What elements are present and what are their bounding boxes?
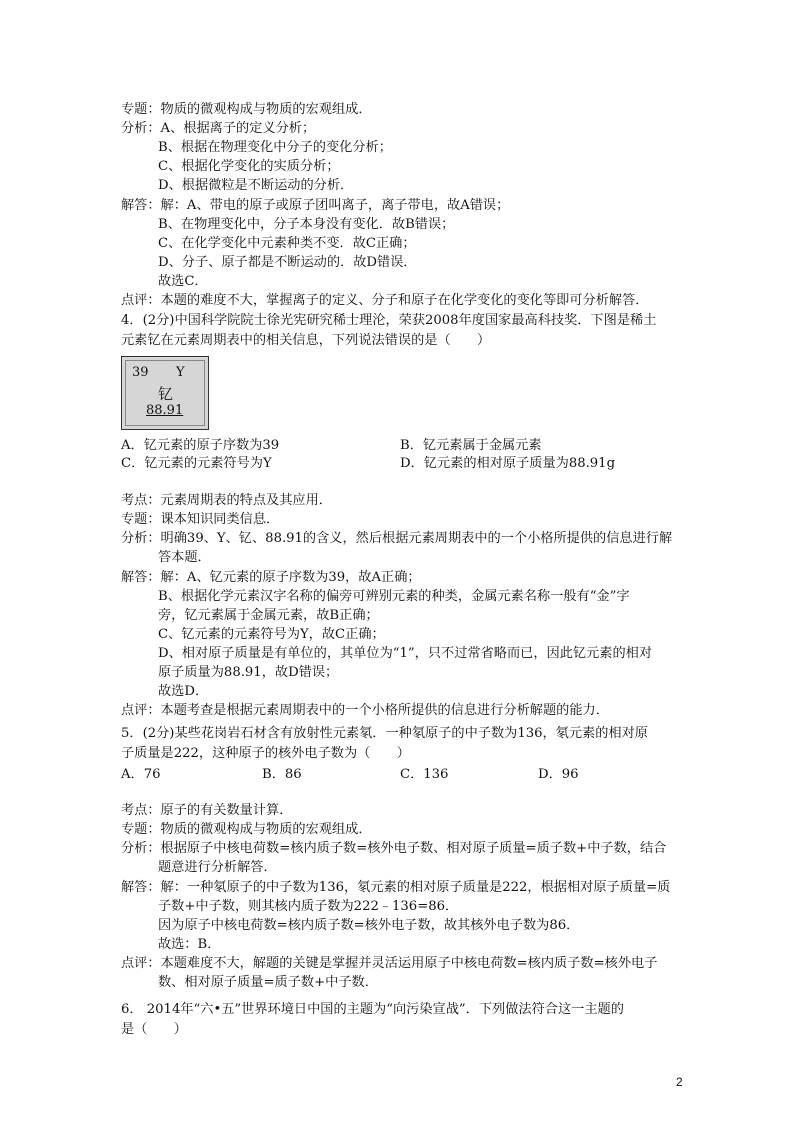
q4-answer-a: 解答：解：A、钇元素的原子序数为39，故A正确； bbox=[121, 570, 421, 585]
q5-stem-line2: 子质量是222，这种原子的核外电子数为（ ） bbox=[121, 746, 410, 761]
q4-option-a: A．钇元素的原子序数为39 bbox=[121, 438, 280, 453]
q6-stem-line2: 是（ ） bbox=[121, 1022, 187, 1037]
q4-comment: 点评：本题考查是根据元素周期表中的一个小格所提供的信息进行分析解题的能力． bbox=[121, 703, 609, 718]
q3-topic: 专题：物质的微观构成与物质的宏观组成． bbox=[121, 102, 372, 117]
q3-choice: 故选C． bbox=[158, 274, 208, 289]
q3-analysis-a: 分析：A、根据离子的定义分析； bbox=[121, 121, 316, 136]
q4-answer-c: C、钇元素的元素符号为Y，故C正确； bbox=[158, 627, 385, 642]
q3-answer-b: B、在物理变化中，分子本身没有变化．故B错误； bbox=[158, 217, 455, 232]
q3-answer-c: C、在化学变化中元素种类不变．故C正确； bbox=[158, 236, 416, 251]
q3-analysis-d: D、根据微粒是不断运动的分析． bbox=[158, 178, 354, 193]
q5-answer-line1: 解答：解：一种氡原子的中子数为136，氡元素的相对原子质量是222，根据相对原子质量=质 bbox=[121, 880, 671, 895]
q5-answer-line3: 因为原子中核电荷数=核内质子数=核外电子数，故其核外电子数为86． bbox=[158, 918, 580, 933]
q4-answer-d-line1: D、相对原子质量是有单位的，其单位为“1”，只不过常省略而已，因此钇元素的相对 bbox=[158, 646, 653, 661]
q3-answer-a: 解答：解：A、带电的原子或原子团叫离子，离子带电，故A错误； bbox=[121, 198, 510, 213]
q4-option-c: C．钇元素的元素符号为Y bbox=[121, 456, 272, 471]
q5-stem-line1: 5．(2分)某些花岗岩石材含有放射性元素氡．一种氡原子的中子数为136，氡元素的相对原 bbox=[121, 726, 648, 741]
q5-knowledge-point: 考点：原子的有关数量计算． bbox=[121, 803, 293, 818]
q4-knowledge-point: 考点：元素周期表的特点及其应用． bbox=[121, 493, 332, 508]
q3-answer-d: D、分子、原子都是不断运动的．故D错误． bbox=[158, 255, 417, 270]
q3-comment: 点评：本题的难度不大，掌握离子的定义、分子和原子在化学变化的变化等即可分析解答． bbox=[121, 293, 649, 308]
q4-option-d: D．钇元素的相对原子质量为88.91g bbox=[400, 456, 616, 471]
q5-option-a: A．76 bbox=[121, 767, 161, 782]
q5-topic: 专题：物质的微观构成与物质的宏观组成． bbox=[121, 822, 372, 837]
q4-analysis-line2: 答本题． bbox=[158, 550, 211, 565]
q4-option-b: B．钇元素属于金属元素 bbox=[400, 438, 542, 453]
q3-analysis-b: B、根据在物理变化中分子的变化分析； bbox=[158, 140, 392, 155]
q5-option-d: D．96 bbox=[538, 767, 579, 782]
q5-analysis-line2: 题意进行分析解答． bbox=[158, 860, 277, 875]
q5-option-c: C．136 bbox=[400, 767, 449, 782]
element-atomic-number: 39 bbox=[132, 365, 149, 380]
q5-choice: 故选：B． bbox=[158, 937, 221, 952]
element-atomic-mass: 88.91 bbox=[146, 403, 184, 418]
element-tile-yttrium bbox=[121, 356, 209, 430]
q4-choice: 故选D． bbox=[158, 684, 209, 699]
q5-comment-line2: 数、相对原子质量=质子数+中子数． bbox=[158, 975, 378, 990]
q4-analysis-line1: 分析：明确39、Y、钇、88.91的含义，然后根据元素周期表中的一个小格所提供的信息进行解 bbox=[121, 531, 673, 546]
q4-answer-b-line1: B、根据化学元素汉字名称的偏旁可辨别元素的种类，金属元素名称一般有“金”字 bbox=[158, 589, 630, 604]
q5-option-b: B．86 bbox=[262, 767, 302, 782]
element-symbol: Y bbox=[176, 365, 185, 380]
page-number: 2 bbox=[676, 1075, 683, 1089]
q6-stem-line1: 6． 2014年“六•五”世界环境日中国的主题为“向污染宣战”．下列做法符合这一主题的 bbox=[121, 1002, 624, 1017]
q4-stem-line2: 元素钇在元素周期表中的相关信息，下列说法错误的是（ ） bbox=[121, 333, 491, 348]
q4-topic: 专题：课本知识同类信息． bbox=[121, 512, 280, 527]
q3-analysis-c: C、根据化学变化的实质分析； bbox=[158, 159, 340, 174]
element-name: 钇 bbox=[158, 385, 174, 403]
q5-analysis-line1: 分析：根据原子中核电荷数=核内质子数=核外电子数、相对原子质量=质子数+中子数，结合 bbox=[121, 841, 667, 856]
q5-comment-line1: 点评：本题难度不大，解题的关键是掌握并灵活运用原子中核电荷数=核内质子数=核外电子 bbox=[121, 956, 658, 971]
q4-answer-b-line2: 旁，钇元素属于金属元素，故B正确； bbox=[158, 608, 379, 623]
q4-stem-line1: 4．(2分)中国科学院院士徐光宪研究稀士理沦，荣获2008年度国家最高科技奖．下图是稀土 bbox=[121, 313, 657, 328]
q5-answer-line2: 子数+中子数，则其核内质子数为222﹣136=86． bbox=[158, 899, 459, 914]
q4-answer-d-line2: 原子质量为88.91，故D错误； bbox=[158, 665, 339, 680]
